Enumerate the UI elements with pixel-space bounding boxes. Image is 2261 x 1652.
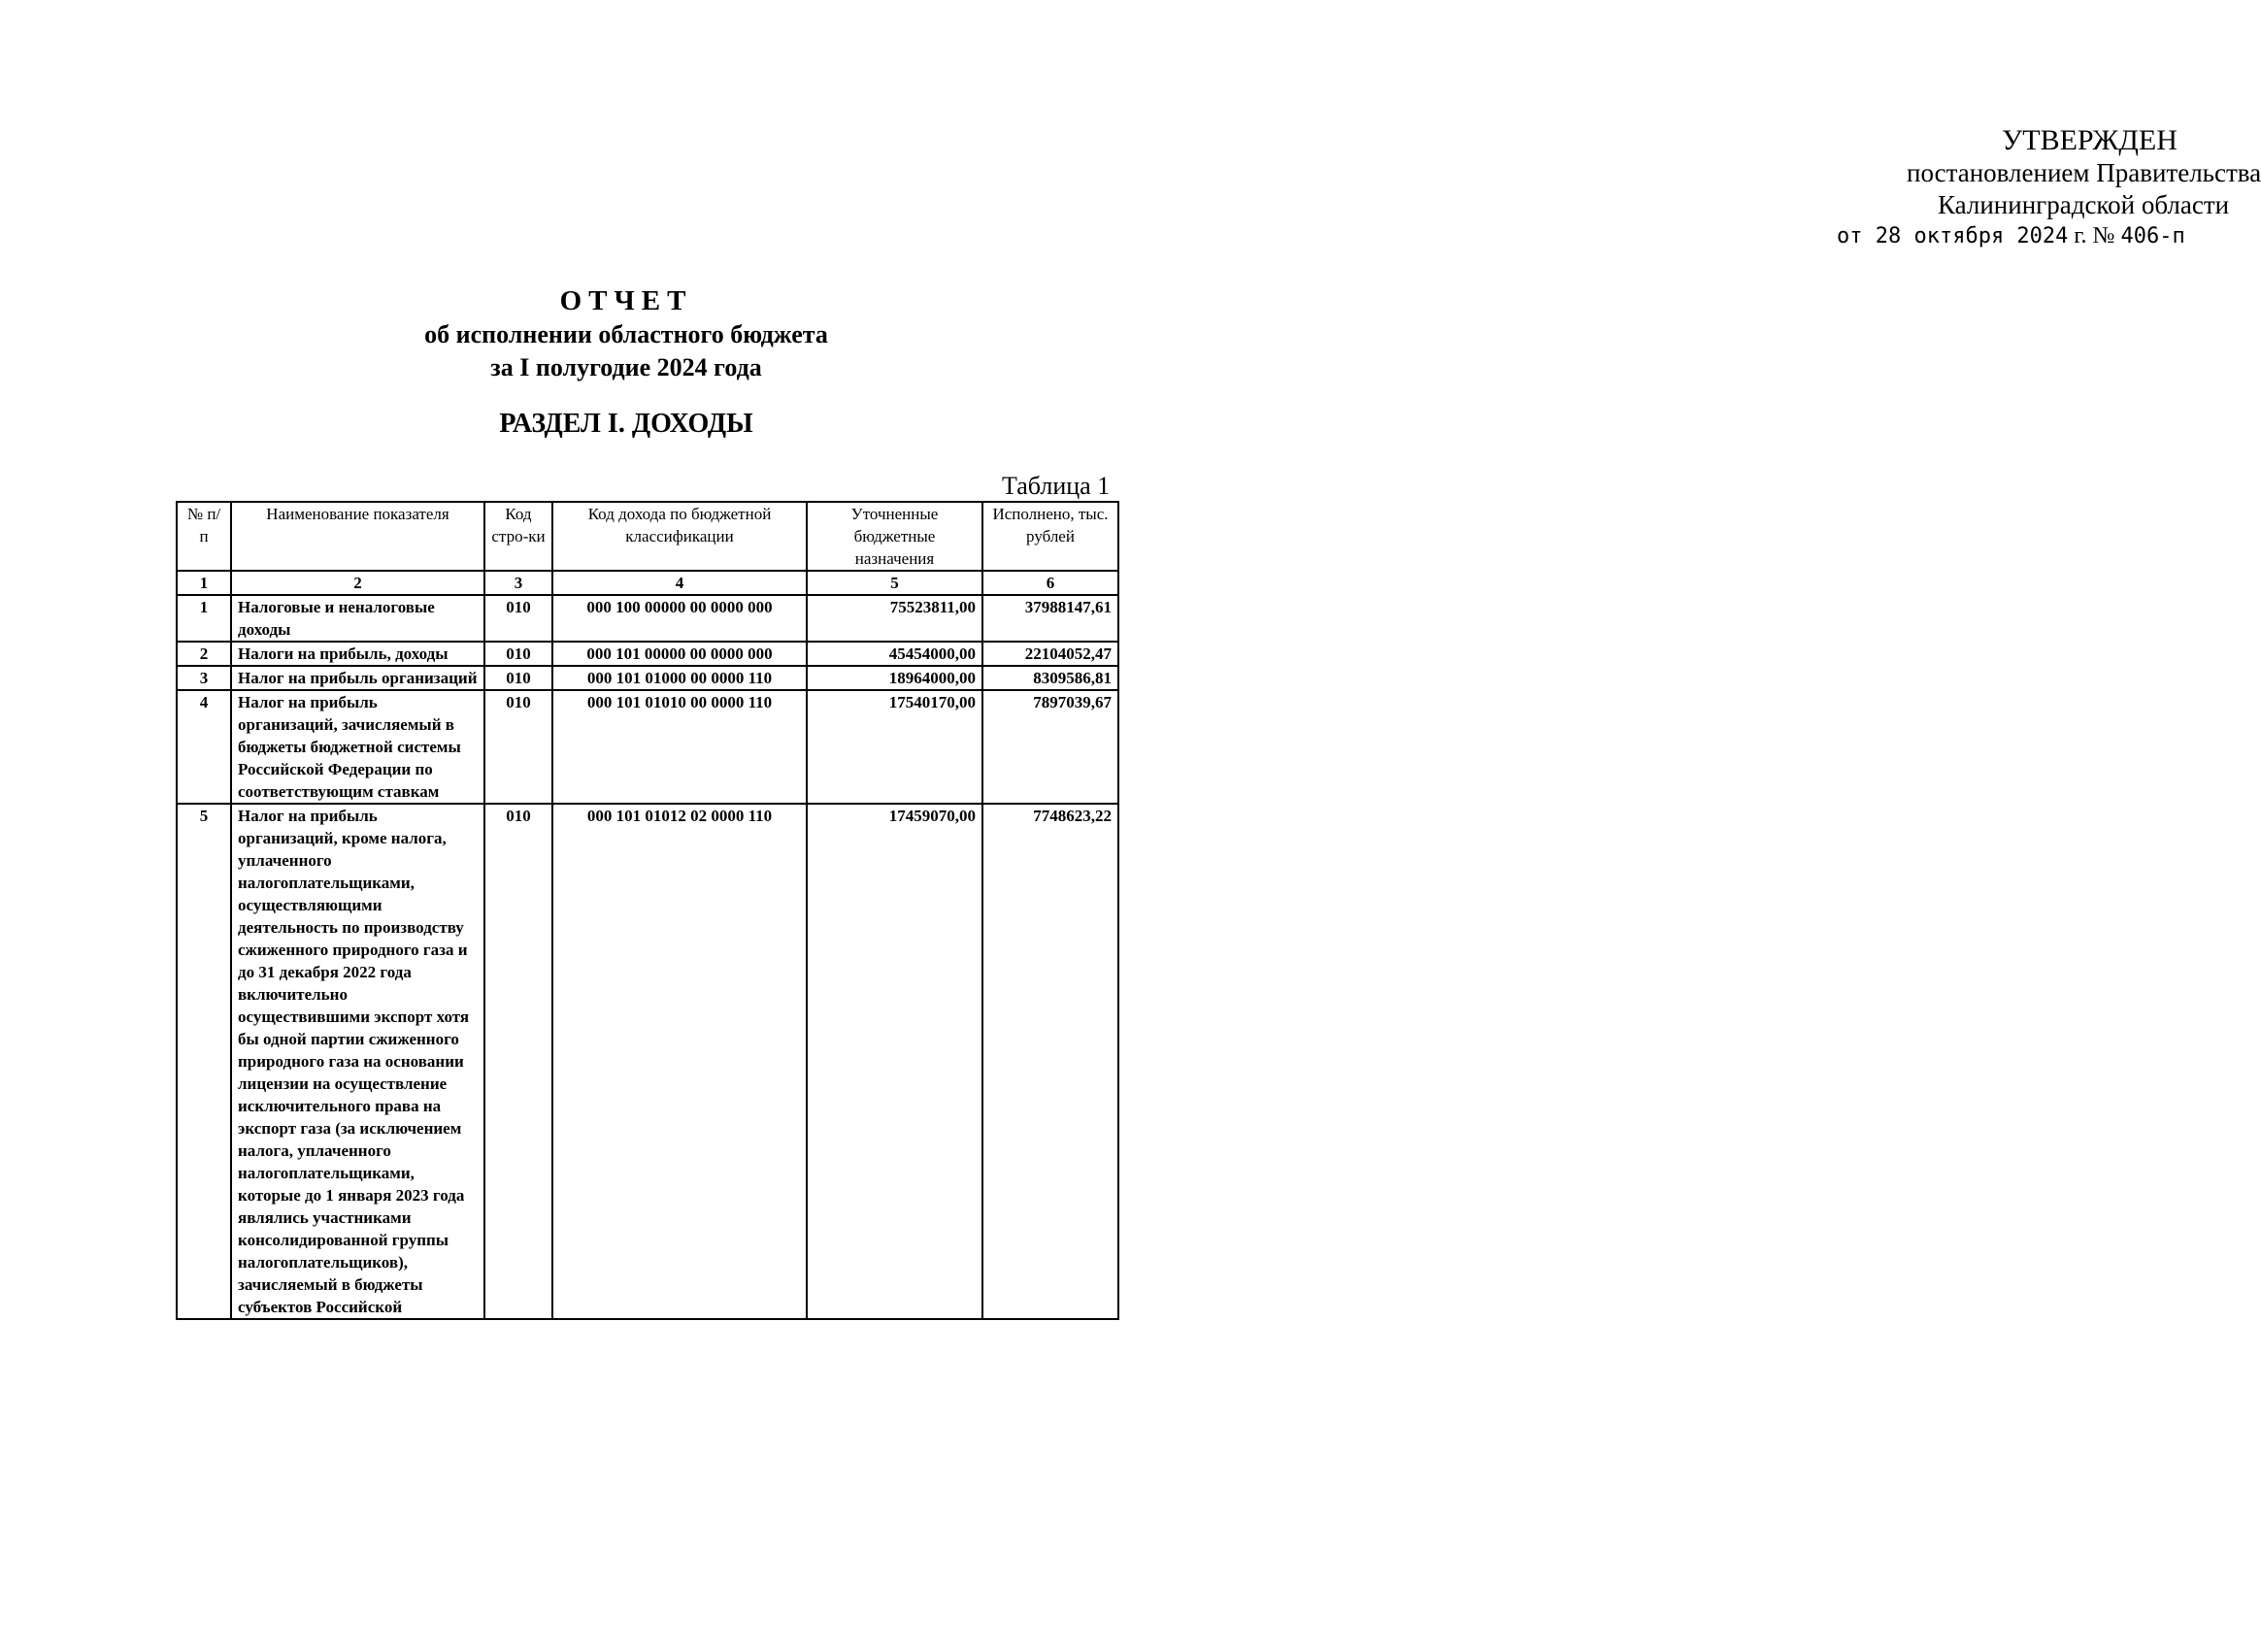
row-num: 3 [177, 666, 231, 690]
table-row [177, 690, 1118, 804]
row-num: 5 [177, 804, 231, 1319]
row-kbk: 000 101 01000 00 0000 110 [552, 666, 807, 690]
report-title: ОТЧЕТ [559, 285, 693, 316]
table-row [177, 804, 1118, 1319]
row-kbk: 000 101 00000 00 0000 000 [552, 642, 807, 666]
row-kbk: 000 101 01012 02 0000 110 [552, 804, 807, 1319]
table-row [177, 666, 1118, 690]
row-line-code: 010 [484, 595, 552, 642]
column-number: 3 [484, 571, 552, 595]
row-line-code: 010 [484, 642, 552, 666]
report-subtitle-2: за I полугодие 2024 года [490, 353, 762, 381]
header-name: Наименование показателя [231, 502, 484, 571]
header-num: № п/п [177, 502, 231, 571]
row-planned: 17459070,00 [807, 804, 982, 1319]
row-name: Налоги на прибыль, доходы [231, 642, 484, 666]
table-row [177, 642, 1118, 666]
header-kbk: Код дохода по бюджетной классификации [552, 502, 807, 571]
approval-line-region: Калининградской области [1938, 190, 2230, 219]
row-planned: 17540170,00 [807, 690, 982, 804]
row-executed: 37988147,61 [982, 595, 1118, 642]
row-line-code: 010 [484, 690, 552, 804]
row-executed: 7748623,22 [982, 804, 1118, 1319]
row-planned: 75523811,00 [807, 595, 982, 642]
header-planned: Уточненные бюджетные назначения [807, 502, 982, 571]
row-num: 4 [177, 690, 231, 804]
approval-date: от 28 октября 2024 [1837, 224, 2069, 248]
row-planned: 45454000,00 [807, 642, 982, 666]
column-number: 5 [807, 571, 982, 595]
row-name: Налог на прибыль организаций, кроме налога, уплаченного налогоплательщиками, осуществляющими деятельность по производству сжиженного природного газа и до 31 декабря 2022 года включительно осуществившими экспорт хотя бы одной партии сжиженного природного газа на основании лицензии на осуществление исключительного права на экспорт газа (за исключением налога, уплаченного налогоплательщиками, которые до 1 января 2023 года являлись участниками консолидированной группы налогоплательщиков), зачисляемый в бюджеты субъектов Российской [231, 804, 484, 1319]
approval-number: 406-п [2120, 224, 2185, 248]
column-number: 4 [552, 571, 807, 595]
row-kbk: 000 101 01010 00 0000 110 [552, 690, 807, 804]
approval-line-date [1837, 223, 2185, 249]
row-name: Налог на прибыль организаций, зачисляемый в бюджеты бюджетной системы Российской Федерации по соответствующим ставкам [231, 690, 484, 804]
row-planned: 18964000,00 [807, 666, 982, 690]
header-executed: Исполнено, тыс. рублей [982, 502, 1118, 571]
approval-number-prefix: г. № [2068, 223, 2121, 248]
row-line-code: 010 [484, 804, 552, 1319]
row-num: 2 [177, 642, 231, 666]
column-number: 6 [982, 571, 1118, 595]
row-kbk: 000 100 00000 00 0000 000 [552, 595, 807, 642]
column-number-row [177, 571, 1118, 595]
table-caption: Таблица 1 [1002, 472, 1111, 500]
row-name: Налоговые и неналоговые доходы [231, 595, 484, 642]
row-num: 1 [177, 595, 231, 642]
row-executed: 22104052,47 [982, 642, 1118, 666]
row-executed: 7897039,67 [982, 690, 1118, 804]
table-header-row [177, 502, 1118, 571]
approval-title: УТВЕРЖДЕН [2002, 124, 2178, 156]
section-title: РАЗДЕЛ I. ДОХОДЫ [499, 409, 753, 439]
row-name: Налог на прибыль организаций [231, 666, 484, 690]
column-number: 1 [177, 571, 231, 595]
header-line-code: Код стро-ки [484, 502, 552, 571]
column-number: 2 [231, 571, 484, 595]
income-table [176, 501, 1119, 1320]
row-line-code: 010 [484, 666, 552, 690]
report-subtitle-1: об исполнении областного бюджета [424, 320, 828, 348]
approval-line-resolution: постановлением Правительства [1907, 158, 2261, 187]
table-row [177, 595, 1118, 642]
row-executed: 8309586,81 [982, 666, 1118, 690]
